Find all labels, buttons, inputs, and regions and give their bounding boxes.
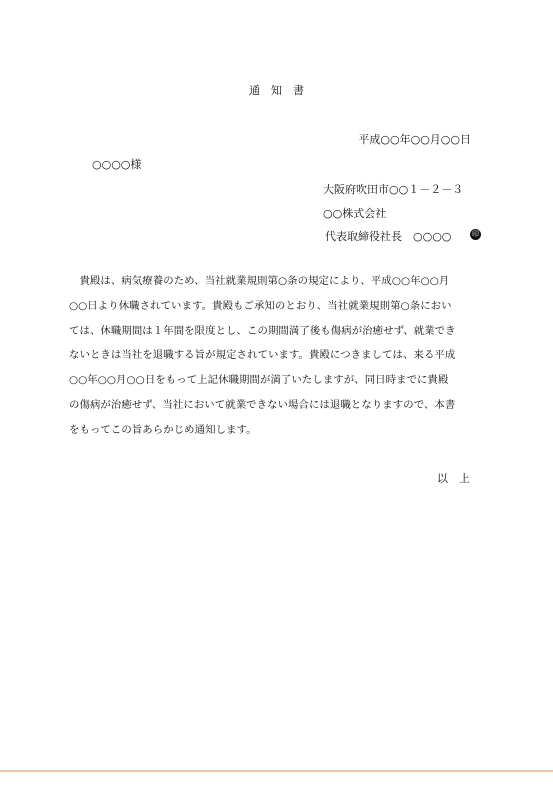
body-line: ○○年○○月○○日をもって上記休職期間が満了いたしますが、同日時までに貴殿 [69,374,449,387]
sender-company: ○○株式会社 [323,207,387,220]
sender-representative: 代表取締役社長 ○○○○ [325,230,452,243]
seal-stamp-icon: 印 [472,230,479,238]
body-line: ○○日より休職されています。貴殿もご承知のとおり、当社就業規則第○条におい [69,299,452,312]
body-line: をもってこの旨あらかじめ通知します。 [69,423,257,436]
letter-body [69,275,499,449]
body-line: 貴殿は、病気療養のため、当社就業規則第○条の規定により、平成○○年○○月 [69,275,450,287]
sender-address: 大阪府吹田市○○１－２－３ [323,183,464,196]
document-title: 通 知 書 [249,84,304,97]
closing-remark: 以 上 [437,472,470,485]
body-line: の傷病が治癒せず、当社において就業できない場合には退職となりますので、本書 [69,398,456,411]
document-date: 平成○○年○○月○○日 [358,133,471,146]
body-line: ては、休職期間は１年間を限度とし、この期間満了後も傷病が治癒せず、就業でき [69,324,456,337]
page-bottom-rule [0,770,553,772]
body-line: ないときは当社を退職する旨が規定されています。貴殿につきましては、来る平成 [69,349,456,362]
addressee: ○○○○様 [92,158,142,171]
